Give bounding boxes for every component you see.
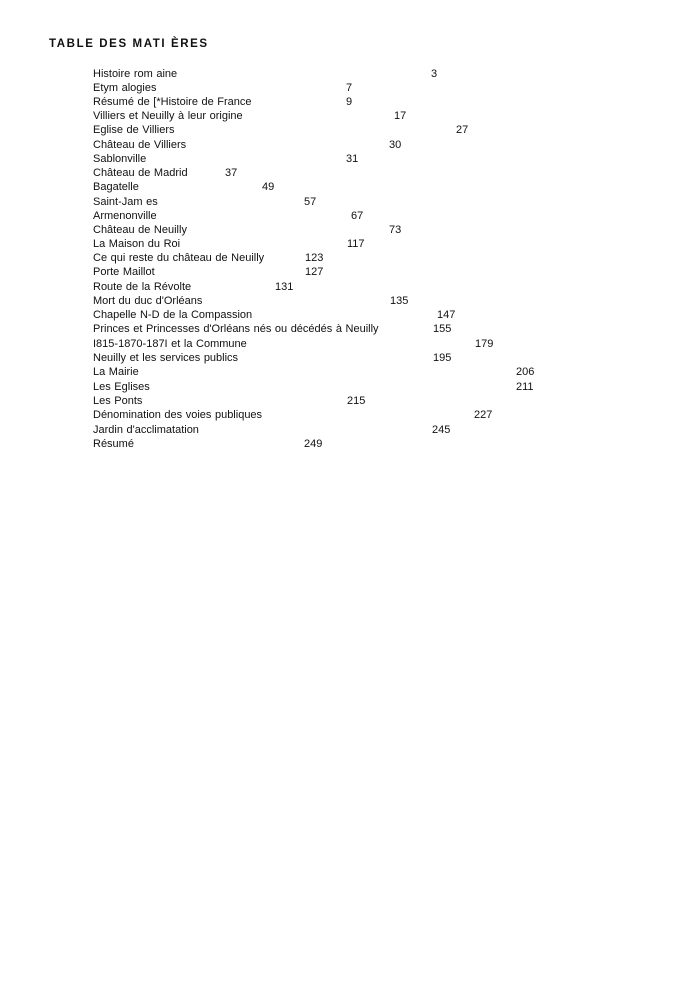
toc-entry-label: Résumé de [*Histoire de France: [93, 96, 252, 108]
toc-entry-label: Princes et Princesses d'Orléans nés ou décédés à Neuilly: [93, 323, 379, 335]
toc-entry-page: 179: [475, 338, 494, 350]
toc-entry-label: Neuilly et les services publics: [93, 352, 239, 364]
toc-entry: [0, 308, 700, 322]
toc-entry-page: 67: [351, 210, 364, 222]
toc-entry-label: Bagatelle: [93, 181, 139, 193]
toc-entry-label: Chapelle N-D de la Compassion: [93, 309, 253, 321]
toc-entry-page: 31: [346, 153, 359, 165]
toc-entry-page: 17: [394, 110, 407, 122]
toc-entry: [0, 209, 700, 223]
toc-entry-page: 245: [432, 424, 451, 436]
toc-entry: [0, 223, 700, 237]
toc-entry: [0, 337, 700, 351]
toc-entry: [0, 195, 700, 209]
toc-entry-label: Les Eglises: [93, 381, 150, 393]
toc-entry-label: Château de Villiers: [93, 139, 187, 151]
toc-entry-label: Etym alogies: [93, 82, 157, 94]
toc-entry-label: Résumé: [93, 438, 134, 450]
toc-entry-label: Villiers et Neuilly à leur origine: [93, 110, 243, 122]
toc-entry: [0, 423, 700, 437]
toc-entry-page: 131: [275, 281, 294, 293]
toc-entry: [0, 380, 700, 394]
toc-entry-label: Les Ponts: [93, 395, 143, 407]
toc-entry: [0, 152, 700, 166]
toc-entry: [0, 265, 700, 279]
toc-entry: [0, 408, 700, 422]
toc-entry: [0, 280, 700, 294]
toc-entry-label: Mort du duc d'Orléans: [93, 295, 203, 307]
toc-entry: [0, 180, 700, 194]
toc-entry-label: I815-1870-187I et la Commune: [93, 338, 247, 350]
toc-entry-label: Dénomination des voies publiques: [93, 409, 263, 421]
toc-entry: [0, 437, 700, 451]
toc-entry: [0, 237, 700, 251]
toc-entry: [0, 109, 700, 123]
toc-entry-page: 27: [456, 124, 469, 136]
toc-entry-page: 215: [347, 395, 366, 407]
toc-entry-page: 155: [433, 323, 452, 335]
toc-entry-label: Saint-Jam es: [93, 196, 158, 208]
toc-entry-page: 123: [305, 252, 324, 264]
toc-entry: [0, 294, 700, 308]
toc-entry: [0, 67, 700, 81]
toc-entry-label: Château de Madrid: [93, 167, 188, 179]
toc-entry: [0, 81, 700, 95]
toc-entry-page: 117: [347, 238, 365, 250]
toc-entry-label: Château de Neuilly: [93, 224, 187, 236]
toc-entry-page: 37: [225, 167, 238, 179]
toc-entry: [0, 95, 700, 109]
toc-entry-page: 49: [262, 181, 275, 193]
toc-entry-label: Eglise de Villiers: [93, 124, 175, 136]
toc-entry-page: 57: [304, 196, 317, 208]
page-title: TABLE DES MATI ÈRES: [49, 38, 209, 50]
toc-entry: [0, 138, 700, 152]
toc-entry-label: Ce qui reste du château de Neuilly: [93, 252, 265, 264]
toc-entry-page: 135: [390, 295, 409, 307]
toc-entry-page: 9: [346, 96, 353, 108]
toc-entry: [0, 123, 700, 137]
toc-entry-label: La Maison du Roi: [93, 238, 181, 250]
toc-entry-page: 206: [516, 366, 535, 378]
toc-entry: [0, 394, 700, 408]
toc-entry: [0, 351, 700, 365]
toc-entry-label: Route de la Révolte: [93, 281, 192, 293]
toc-entry-page: 147: [437, 309, 456, 321]
toc-entry-page: 249: [304, 438, 323, 450]
toc-entry-label: Porte Maillot: [93, 266, 155, 278]
toc-entry: [0, 166, 700, 180]
toc-entry-page: 127: [305, 266, 324, 278]
toc-entry-page: 3: [431, 68, 438, 80]
toc-entry: [0, 365, 700, 379]
toc-entry-page: 7: [346, 82, 353, 94]
toc-entry-label: Jardin d'acclimatation: [93, 424, 199, 436]
toc-entry-page: 227: [474, 409, 493, 421]
toc-entry-label: La Mairie: [93, 366, 139, 378]
toc-entry: [0, 322, 700, 336]
toc-entry-page: 30: [389, 139, 402, 151]
toc-entry-page: 211: [516, 381, 534, 393]
toc-entry-label: Histoire rom aine: [93, 68, 178, 80]
toc-entry: [0, 251, 700, 265]
toc-entry-page: 73: [389, 224, 402, 236]
toc-entry-label: Armenonville: [93, 210, 157, 222]
toc-entry-label: Sablonville: [93, 153, 147, 165]
toc-entry-page: 195: [433, 352, 452, 364]
